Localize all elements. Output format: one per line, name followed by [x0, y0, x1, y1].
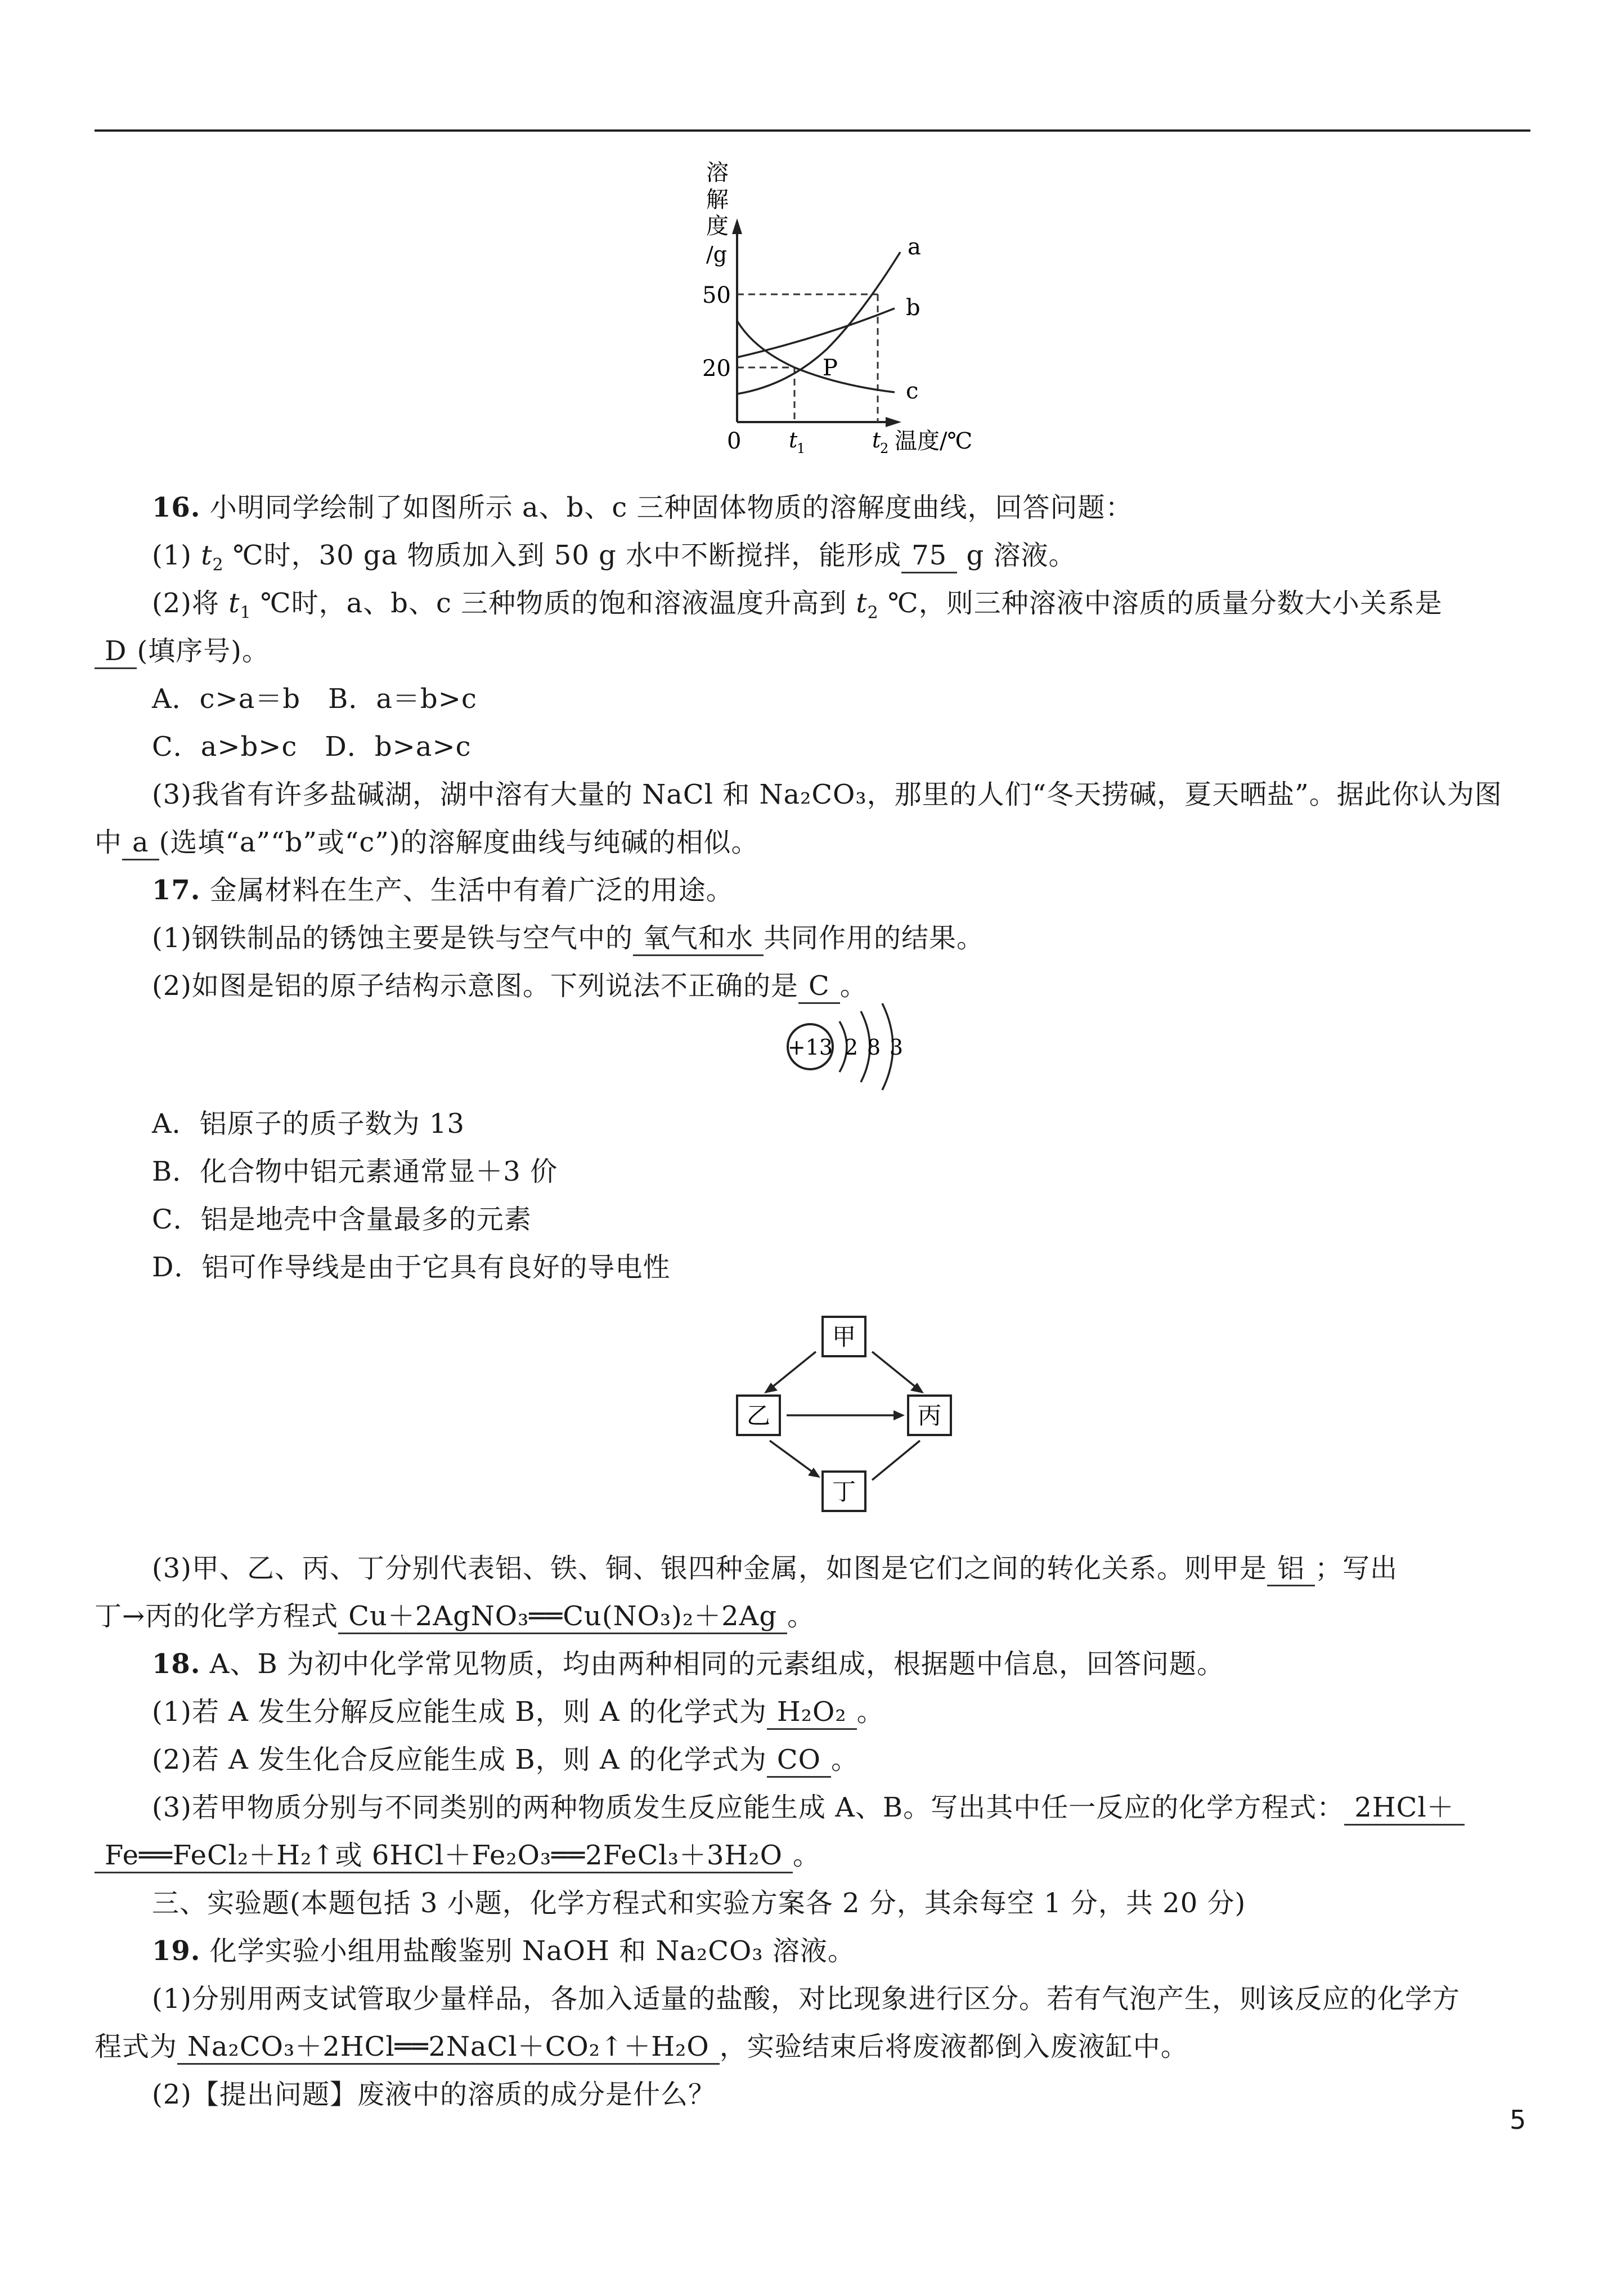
q16-p1-text: ℃时，30 ga 物质加入到 50 g 水中不断搅拌，能形成: [223, 540, 902, 571]
q18-number: 18.: [152, 1648, 201, 1680]
q17-p3-end: 。: [787, 1600, 815, 1632]
x-tick-t2: t: [872, 428, 881, 452]
q17-p3-prefix: (3)甲、乙、丙、丁分别代表铝、铁、铜、银四种金属，如图是它们之间的转化关系。则甲是: [152, 1553, 1267, 1584]
q19-number: 19.: [152, 1935, 201, 1967]
q16-p1-suffix: g 溶液。: [957, 540, 1076, 571]
curve-label-b: b: [906, 295, 920, 321]
q16-part2-cont: [95, 633, 270, 669]
metal-conversion-diagram: [726, 1311, 962, 1519]
x-tick-t1: t: [789, 428, 798, 452]
q17-stem: [152, 872, 734, 908]
node-jia: 甲: [832, 1323, 856, 1351]
q16-part3: (3)我省有许多盐碱湖，湖中溶有大量的 NaCl 和 Na₂CO₃，那里的人们“冬天捞碱，夏天晒盐”。据此你认为图: [152, 779, 1502, 810]
y-label-4: /g: [706, 242, 728, 267]
q18-part2: [152, 1742, 859, 1778]
curve-c: [737, 321, 895, 392]
q16-number: 16.: [152, 492, 201, 523]
q16-p2-t2: t: [856, 588, 868, 619]
node-yi: 乙: [746, 1402, 771, 1429]
q19-part1: (1)分别用两支试管取少量样品，各加入适量的盐酸，对比现象进行区分。若有气泡产生，则该反应的化学方: [152, 1983, 1460, 2015]
section-3-heading: 三、实验题(本题包括 3 小题，化学方程式和实验方案各 2 分，其余每空 1 分，共 20 分): [152, 1887, 1246, 1919]
q18-part1: [152, 1694, 884, 1730]
q17-part3-cont: [95, 1598, 815, 1634]
q16-p2-text: ℃，则三种溶液中溶质的质量分数大小关系是: [878, 588, 1443, 619]
y-tick-20: 20: [702, 356, 731, 382]
q17-p3-equation-prefix: 丁→丙的化学方程式: [95, 1600, 339, 1632]
q17-p1-answer: 氧气和水: [633, 922, 764, 956]
q19-p1-answer: Na₂CO₃＋2HCl══2NaCl＋CO₂↑＋H₂O: [177, 2030, 720, 2065]
q18-p3-prefix: (3)若甲物质分别与不同类别的两种物质发生反应能生成 A、B。写出其中任一反应的化学方程式：: [152, 1792, 1345, 1823]
y-axis-arrow: [732, 218, 742, 234]
q17-p3-suffix: ；写出: [1315, 1553, 1398, 1584]
q18-stem-text: A、B 为初中化学常见物质，均由两种相同的元素组成，根据题中信息，回答问题。: [209, 1648, 1224, 1680]
nucleus-charge: +13: [787, 1035, 833, 1060]
q17-p2-suffix: 。: [839, 970, 868, 1002]
q19-p1-suffix: ，实验结束后将废液都倒入废液缸中。: [719, 2031, 1188, 2062]
y-label-2: 解: [706, 187, 729, 213]
q18-p3-answer-end: Fe══FeCl₂＋H₂↑或 6HCl＋Fe₂O₃══2FeCl₃＋3H₂O: [95, 1839, 793, 1873]
q19-stem-text: 化学实验小组用盐酸鉴别 NaOH 和 Na₂CO₃ 溶液。: [209, 1935, 855, 1967]
q16-p3-prefix: 中: [95, 827, 123, 858]
q17-part2: [152, 968, 868, 1004]
q17-stem-text: 金属材料在生产、生活中有着广泛的用途。: [209, 875, 734, 906]
q18-part3-cont: [95, 1837, 820, 1873]
shell-electrons-2: 8: [866, 1035, 881, 1060]
arrow-yi-bing-head: [893, 1410, 905, 1420]
q19-p1-prefix: 程式为: [95, 2031, 178, 2062]
x-axis-arrow: [886, 417, 901, 427]
q16-options-ab: A．c>a＝b B．a＝b>c: [152, 683, 477, 715]
q17-p3-answer: 铝: [1267, 1552, 1315, 1586]
aluminium-atom-diagram: [776, 999, 923, 1095]
q19-part1-cont: [95, 2029, 1188, 2065]
arrow-yi-ding: [770, 1441, 816, 1474]
q17-p3-equation: Cu＋2AgNO₃══Cu(NO₃)₂＋2Ag: [338, 1600, 787, 1634]
q17-p2-prefix: (2)如图是铝的原子结构示意图。下列说法不正确的是: [152, 970, 798, 1002]
node-ding: 丁: [832, 1478, 856, 1505]
y-tick-50: 50: [702, 282, 731, 308]
q16-stem-text: 小明同学绘制了如图所示 a、b、c 三种固体物质的溶解度曲线，回答问题：: [209, 492, 1133, 523]
q17-part3: [152, 1550, 1398, 1586]
q17-p1-prefix: (1)钢铁制品的锈蚀主要是铁与空气中的: [152, 922, 633, 954]
q18-p1-prefix: (1)若 A 发生分解反应能生成 B，则 A 的化学式为: [152, 1696, 767, 1728]
q18-p1-suffix: 。: [856, 1696, 884, 1728]
q16-options-cd: C．a>b>c D．b>a>c: [152, 731, 472, 763]
q16-p3-answer: a: [122, 826, 159, 860]
q17-option-d: D．铝可作导线是由于它具有良好的导电性: [152, 1252, 671, 1283]
origin-label: 0: [727, 428, 742, 454]
q16-stem: [152, 490, 1133, 526]
q16-part1: [152, 537, 1076, 584]
q16-p1-sub: 2: [212, 555, 224, 575]
y-label-1: 溶: [706, 160, 729, 186]
q16-p2-sub1: 1: [240, 603, 252, 623]
x-axis-label: 温度/℃: [895, 428, 973, 454]
x-tick-t1-sub: 1: [797, 441, 806, 456]
q16-part2: [152, 585, 1443, 631]
q16-part3-cont: [95, 824, 759, 860]
q16-p1-t: t: [201, 540, 213, 571]
x-tick-t2-sub: 2: [880, 441, 889, 456]
q16-p3-suffix: (选填“a”“b”或“c”)的溶解度曲线与纯碱的相似。: [159, 827, 759, 858]
q16-p1-prefix: (1): [152, 540, 201, 571]
q19-stem: [152, 1933, 855, 1969]
shell-electrons-1: 2: [844, 1035, 859, 1060]
q18-p2-suffix: 。: [830, 1744, 859, 1775]
q18-p1-answer: H₂O₂: [767, 1696, 857, 1730]
curve-label-a: a: [908, 234, 921, 260]
q17-p1-suffix: 共同作用的结果。: [764, 922, 985, 954]
q16-p2-prefix: (2)将: [152, 588, 229, 619]
curve-label-c: c: [906, 378, 919, 404]
q18-p3-suffix: 。: [793, 1840, 821, 1871]
q16-p2-answer: D: [95, 635, 137, 669]
q17-number: 17.: [152, 875, 201, 906]
y-label-3: 度: [706, 213, 729, 239]
top-rule: [95, 129, 1530, 132]
q17-p2-answer: C: [798, 970, 840, 1004]
arrow-jia-yi: [769, 1352, 816, 1390]
node-bing: 丙: [917, 1402, 942, 1429]
q19-part2: (2)【提出问题】废液中的溶质的成分是什么？: [152, 2079, 716, 2110]
q17-option-a: A．铝原子的质子数为 13: [152, 1108, 465, 1140]
solubility-graph: [664, 152, 1002, 456]
arrow-jia-bing: [872, 1352, 919, 1390]
q17-option-b: B．化合物中铝元素通常显＋3 价: [152, 1156, 558, 1187]
q16-p1-answer: 75: [901, 539, 957, 573]
q16-p2-sub2: 2: [867, 603, 879, 623]
point-p-label: P: [823, 355, 838, 381]
q16-p2-mid: ℃时，a、b、c 三种物质的饱和溶液温度升高到: [251, 588, 856, 619]
curve-a: [737, 252, 900, 394]
q18-part3: [152, 1790, 1465, 1826]
q18-p2-answer: CO: [767, 1743, 831, 1778]
curve-b: [737, 308, 895, 357]
line-ding-bing: [872, 1441, 920, 1480]
q17-option-c: C．铝是地壳中含量最多的元素: [152, 1204, 532, 1235]
q17-part1: [152, 920, 984, 956]
q18-p3-answer-start: 2HCl＋: [1344, 1791, 1464, 1826]
shell-electrons-3: 3: [889, 1035, 904, 1060]
page-number: 5: [1510, 2105, 1526, 2135]
q18-stem: [152, 1646, 1224, 1682]
q16-p2-suffix: (填序号)。: [137, 635, 270, 667]
q18-p2-prefix: (2)若 A 发生化合反应能生成 B，则 A 的化学式为: [152, 1744, 767, 1775]
q16-p2-t1: t: [228, 588, 240, 619]
